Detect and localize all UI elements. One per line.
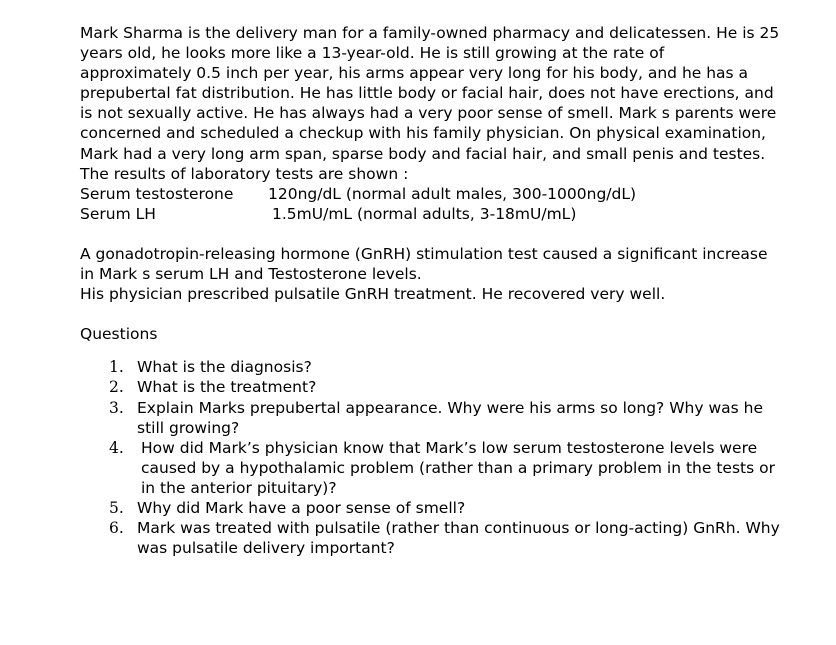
lab-name: Serum testosterone: [80, 184, 234, 203]
question-number: 2.: [109, 378, 124, 397]
lab-result-row: [80, 184, 780, 204]
document-page: [80, 23, 780, 558]
question-number: 3.: [109, 398, 124, 417]
question-text: What is the diagnosis?: [137, 358, 312, 377]
case-description: Mark Sharma is the delivery man for a family-owned pharmacy and delicatessen. He is 25 years old, he looks more like a 13-year-old. He is still growing at the rate of approximately 0.5 inch per year, his arms appear very long for his body, and he has a prepubertal fat distribution. He has little body or facial hair, does not have erections, and is not sexually active. He has always had a very poor sense of smell. Mark s parents were concerned and scheduled a checkup with his family physician. On physical examination, Mark had a very long arm span, sparse body and facial hair, and small penis and testes. The results of laboratory tests are shown :: [80, 24, 780, 183]
questions-heading: Questions: [80, 325, 158, 344]
question-text: Why did Mark have a poor sense of smell?: [137, 498, 466, 517]
lab-result-row: [80, 204, 780, 224]
question-number: 4.: [109, 438, 124, 457]
question-list: [80, 357, 780, 558]
spacer: [80, 304, 780, 324]
spacer: [80, 224, 780, 244]
lab-name: Serum LH: [80, 204, 156, 223]
question-item: [80, 498, 780, 518]
question-text: How did Mark’s physician know that Mark’s low serum testosterone levels were caused by a hypothalamic problem (rather than a primary problem in the tests or in the anterior pituitary)?: [141, 438, 775, 497]
question-text: What is the treatment?: [137, 378, 317, 397]
question-item: [80, 357, 780, 377]
question-item: [80, 398, 780, 438]
question-number: 6.: [109, 519, 124, 538]
question-item: [80, 377, 780, 397]
question-item: [80, 518, 780, 558]
treatment-paragraph: His physician prescribed pulsatile GnRH treatment. He recovered very well.: [80, 285, 666, 304]
stimulation-test-paragraph: A gonadotropin-releasing hormone (GnRH) stimulation test caused a significant increase in Mark s serum LH and Testosterone levels.: [80, 244, 768, 284]
lab-value: 120ng/dL (normal adult males, 300-1000ng/dL): [268, 184, 637, 203]
question-text: Explain Marks prepubertal appearance. Why were his arms so long? Why was he still growing?: [137, 398, 764, 437]
question-number: 5.: [109, 498, 124, 517]
lab-value: 1.5mU/mL (normal adults, 3-18mU/mL): [272, 204, 577, 223]
question-item: [80, 438, 780, 498]
question-text: Mark was treated with pulsatile (rather than continuous or long-acting) GnRh. Why was pulsatile delivery important?: [137, 519, 780, 558]
question-number: 1.: [109, 358, 124, 377]
